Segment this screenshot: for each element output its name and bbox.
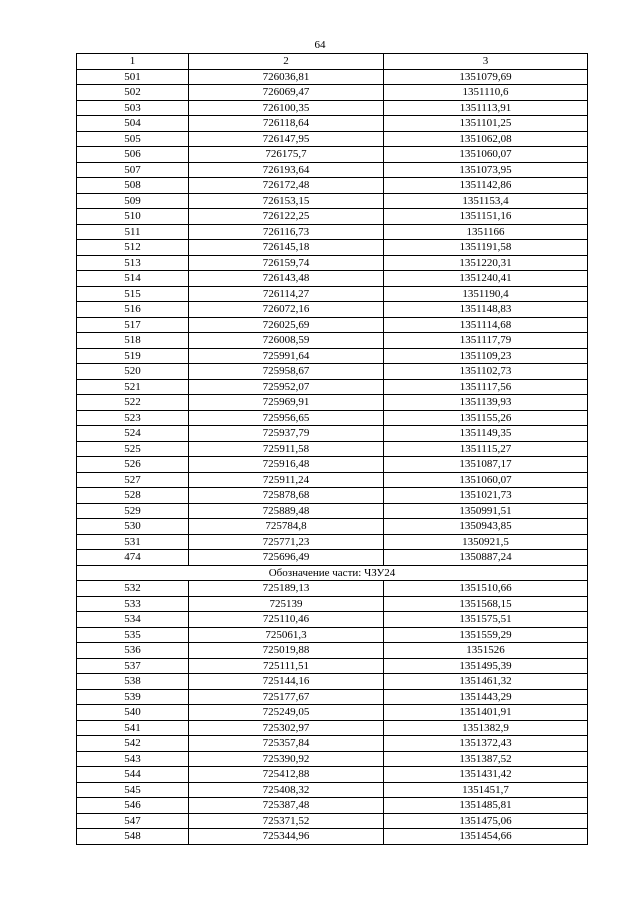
y-coordinate-cell: 1351079,69 (384, 69, 588, 85)
y-coordinate-cell: 1351110,6 (384, 85, 588, 101)
x-coordinate-cell: 725061,3 (189, 627, 384, 643)
point-number-cell: 529 (77, 503, 189, 519)
table-row (77, 689, 588, 705)
point-number-cell: 545 (77, 782, 189, 798)
table-row (77, 519, 588, 535)
table-row (77, 550, 588, 566)
table-row (77, 767, 588, 783)
table-row (77, 100, 588, 116)
y-coordinate-cell: 1351387,52 (384, 751, 588, 767)
y-coordinate-cell: 1351060,07 (384, 147, 588, 163)
x-coordinate-cell: 726114,27 (189, 286, 384, 302)
table-header-row (77, 54, 588, 70)
x-coordinate-cell: 725139 (189, 596, 384, 612)
point-number-cell: 528 (77, 488, 189, 504)
x-coordinate-cell: 726159,74 (189, 255, 384, 271)
y-coordinate-cell: 1351117,56 (384, 379, 588, 395)
point-number-cell: 509 (77, 193, 189, 209)
point-number-cell: 532 (77, 581, 189, 597)
point-number-cell: 521 (77, 379, 189, 395)
table-row (77, 116, 588, 132)
x-coordinate-cell: 725696,49 (189, 550, 384, 566)
x-coordinate-cell: 725110,46 (189, 612, 384, 628)
point-number-cell: 518 (77, 333, 189, 349)
x-coordinate-cell: 726143,48 (189, 271, 384, 287)
y-coordinate-cell: 1351220,31 (384, 255, 588, 271)
point-number-cell: 548 (77, 829, 189, 845)
y-coordinate-cell: 1351191,58 (384, 240, 588, 256)
table-row (77, 255, 588, 271)
x-coordinate-cell: 726193,64 (189, 162, 384, 178)
x-coordinate-cell: 726025,69 (189, 317, 384, 333)
y-coordinate-cell: 1351151,16 (384, 209, 588, 225)
x-coordinate-cell: 725371,52 (189, 813, 384, 829)
y-coordinate-cell: 1351575,51 (384, 612, 588, 628)
x-coordinate-cell: 725969,91 (189, 395, 384, 411)
point-number-cell: 535 (77, 627, 189, 643)
y-coordinate-cell: 1351142,86 (384, 178, 588, 194)
point-number-cell: 507 (77, 162, 189, 178)
y-coordinate-cell: 1351117,79 (384, 333, 588, 349)
y-coordinate-cell: 1351559,29 (384, 627, 588, 643)
y-coordinate-cell: 1351073,95 (384, 162, 588, 178)
point-number-cell: 537 (77, 658, 189, 674)
x-coordinate-cell: 725878,68 (189, 488, 384, 504)
column-header-2: 2 (189, 54, 384, 70)
y-coordinate-cell: 1351475,06 (384, 813, 588, 829)
table-row (77, 813, 588, 829)
y-coordinate-cell: 1350887,24 (384, 550, 588, 566)
table-body-part1 (77, 69, 588, 565)
y-coordinate-cell: 1351153,4 (384, 193, 588, 209)
table-row (77, 782, 588, 798)
x-coordinate-cell: 725177,67 (189, 689, 384, 705)
y-coordinate-cell: 1351149,35 (384, 426, 588, 442)
table-row (77, 441, 588, 457)
point-number-cell: 517 (77, 317, 189, 333)
y-coordinate-cell: 1351431,42 (384, 767, 588, 783)
table-row (77, 147, 588, 163)
x-coordinate-cell: 726145,18 (189, 240, 384, 256)
y-coordinate-cell: 1350991,51 (384, 503, 588, 519)
table-row (77, 627, 588, 643)
point-number-cell: 539 (77, 689, 189, 705)
x-coordinate-cell: 726116,73 (189, 224, 384, 240)
point-number-cell: 530 (77, 519, 189, 535)
column-header-1: 1 (77, 54, 189, 70)
point-number-cell: 503 (77, 100, 189, 116)
point-number-cell: 540 (77, 705, 189, 721)
table-row (77, 596, 588, 612)
point-number-cell: 543 (77, 751, 189, 767)
x-coordinate-cell: 725991,64 (189, 348, 384, 364)
y-coordinate-cell: 1351115,27 (384, 441, 588, 457)
table-row (77, 798, 588, 814)
table-row (77, 472, 588, 488)
x-coordinate-cell: 726069,47 (189, 85, 384, 101)
point-number-cell: 533 (77, 596, 189, 612)
x-coordinate-cell: 725408,32 (189, 782, 384, 798)
section-label: Обозначение части: ЧЗУ24 (77, 565, 588, 581)
point-number-cell: 542 (77, 736, 189, 752)
table-row (77, 612, 588, 628)
table-row (77, 224, 588, 240)
x-coordinate-cell: 726172,48 (189, 178, 384, 194)
x-coordinate-cell: 725412,88 (189, 767, 384, 783)
y-coordinate-cell: 1351495,39 (384, 658, 588, 674)
table-row (77, 736, 588, 752)
x-coordinate-cell: 725111,51 (189, 658, 384, 674)
point-number-cell: 516 (77, 302, 189, 318)
table-row (77, 829, 588, 845)
y-coordinate-cell: 1351401,91 (384, 705, 588, 721)
y-coordinate-cell: 1351102,73 (384, 364, 588, 380)
point-number-cell: 474 (77, 550, 189, 566)
x-coordinate-cell: 725937,79 (189, 426, 384, 442)
table-row (77, 333, 588, 349)
table-row (77, 131, 588, 147)
x-coordinate-cell: 726153,15 (189, 193, 384, 209)
coordinates-table (76, 53, 588, 845)
x-coordinate-cell: 726072,16 (189, 302, 384, 318)
x-coordinate-cell: 725911,58 (189, 441, 384, 457)
y-coordinate-cell: 1351372,43 (384, 736, 588, 752)
table-row (77, 348, 588, 364)
y-coordinate-cell: 1351451,7 (384, 782, 588, 798)
point-number-cell: 522 (77, 395, 189, 411)
point-number-cell: 512 (77, 240, 189, 256)
y-coordinate-cell: 1351166 (384, 224, 588, 240)
x-coordinate-cell: 726008,59 (189, 333, 384, 349)
point-number-cell: 505 (77, 131, 189, 147)
x-coordinate-cell: 725387,48 (189, 798, 384, 814)
y-coordinate-cell: 1351568,15 (384, 596, 588, 612)
point-number-cell: 534 (77, 612, 189, 628)
y-coordinate-cell: 1351114,68 (384, 317, 588, 333)
point-number-cell: 501 (77, 69, 189, 85)
x-coordinate-cell: 725889,48 (189, 503, 384, 519)
point-number-cell: 546 (77, 798, 189, 814)
y-coordinate-cell: 1350921,5 (384, 534, 588, 550)
table-row (77, 457, 588, 473)
point-number-cell: 508 (77, 178, 189, 194)
x-coordinate-cell: 725189,13 (189, 581, 384, 597)
point-number-cell: 526 (77, 457, 189, 473)
x-coordinate-cell: 726036,81 (189, 69, 384, 85)
point-number-cell: 527 (77, 472, 189, 488)
table-row (77, 658, 588, 674)
table-row (77, 581, 588, 597)
y-coordinate-cell: 1351062,08 (384, 131, 588, 147)
point-number-cell: 504 (77, 116, 189, 132)
point-number-cell: 523 (77, 410, 189, 426)
table-section (77, 565, 588, 581)
y-coordinate-cell: 1351148,83 (384, 302, 588, 318)
page-number: 64 (314, 39, 326, 51)
x-coordinate-cell: 725956,65 (189, 410, 384, 426)
table-row (77, 240, 588, 256)
point-number-cell: 544 (77, 767, 189, 783)
point-number-cell: 547 (77, 813, 189, 829)
table-row (77, 534, 588, 550)
y-coordinate-cell: 1351021,73 (384, 488, 588, 504)
y-coordinate-cell: 1351087,17 (384, 457, 588, 473)
x-coordinate-cell: 725952,07 (189, 379, 384, 395)
x-coordinate-cell: 725019,88 (189, 643, 384, 659)
table-row (77, 488, 588, 504)
table-row (77, 379, 588, 395)
x-coordinate-cell: 725771,23 (189, 534, 384, 550)
x-coordinate-cell: 725958,67 (189, 364, 384, 380)
column-header-3: 3 (384, 54, 588, 70)
point-number-cell: 531 (77, 534, 189, 550)
table-row (77, 209, 588, 225)
x-coordinate-cell: 725390,92 (189, 751, 384, 767)
x-coordinate-cell: 726118,64 (189, 116, 384, 132)
point-number-cell: 520 (77, 364, 189, 380)
y-coordinate-cell: 1351109,23 (384, 348, 588, 364)
table-row (77, 178, 588, 194)
table-row (77, 503, 588, 519)
x-coordinate-cell: 725911,24 (189, 472, 384, 488)
y-coordinate-cell: 1351454,66 (384, 829, 588, 845)
point-number-cell: 511 (77, 224, 189, 240)
point-number-cell: 538 (77, 674, 189, 690)
y-coordinate-cell: 1351101,25 (384, 116, 588, 132)
x-coordinate-cell: 725357,84 (189, 736, 384, 752)
x-coordinate-cell: 725302,97 (189, 720, 384, 736)
table-row (77, 302, 588, 318)
table-row (77, 426, 588, 442)
y-coordinate-cell: 1351190,4 (384, 286, 588, 302)
x-coordinate-cell: 725916,48 (189, 457, 384, 473)
point-number-cell: 502 (77, 85, 189, 101)
point-number-cell: 510 (77, 209, 189, 225)
table-row (77, 193, 588, 209)
y-coordinate-cell: 1351113,91 (384, 100, 588, 116)
y-coordinate-cell: 1351510,66 (384, 581, 588, 597)
table-row (77, 162, 588, 178)
table-row (77, 751, 588, 767)
table-row (77, 395, 588, 411)
point-number-cell: 506 (77, 147, 189, 163)
x-coordinate-cell: 726175,7 (189, 147, 384, 163)
point-number-cell: 524 (77, 426, 189, 442)
y-coordinate-cell: 1351155,26 (384, 410, 588, 426)
table-row (77, 286, 588, 302)
y-coordinate-cell: 1351443,29 (384, 689, 588, 705)
table-row (77, 85, 588, 101)
y-coordinate-cell: 1351526 (384, 643, 588, 659)
y-coordinate-cell: 1351060,07 (384, 472, 588, 488)
x-coordinate-cell: 725344,96 (189, 829, 384, 845)
point-number-cell: 541 (77, 720, 189, 736)
x-coordinate-cell: 725249,05 (189, 705, 384, 721)
table-row (77, 410, 588, 426)
table-row (77, 674, 588, 690)
table-row (77, 317, 588, 333)
x-coordinate-cell: 726122,25 (189, 209, 384, 225)
y-coordinate-cell: 1350943,85 (384, 519, 588, 535)
y-coordinate-cell: 1351139,93 (384, 395, 588, 411)
table-row (77, 643, 588, 659)
x-coordinate-cell: 725144,16 (189, 674, 384, 690)
point-number-cell: 536 (77, 643, 189, 659)
point-number-cell: 514 (77, 271, 189, 287)
y-coordinate-cell: 1351382,9 (384, 720, 588, 736)
table-row (77, 720, 588, 736)
point-number-cell: 513 (77, 255, 189, 271)
y-coordinate-cell: 1351461,32 (384, 674, 588, 690)
table-row (77, 69, 588, 85)
x-coordinate-cell: 725784,8 (189, 519, 384, 535)
table-body-part2 (77, 581, 588, 845)
table-row (77, 364, 588, 380)
section-row (77, 565, 588, 581)
table-row (77, 271, 588, 287)
point-number-cell: 515 (77, 286, 189, 302)
y-coordinate-cell: 1351240,41 (384, 271, 588, 287)
x-coordinate-cell: 726147,95 (189, 131, 384, 147)
table-row (77, 705, 588, 721)
y-coordinate-cell: 1351485,81 (384, 798, 588, 814)
point-number-cell: 525 (77, 441, 189, 457)
point-number-cell: 519 (77, 348, 189, 364)
x-coordinate-cell: 726100,35 (189, 100, 384, 116)
